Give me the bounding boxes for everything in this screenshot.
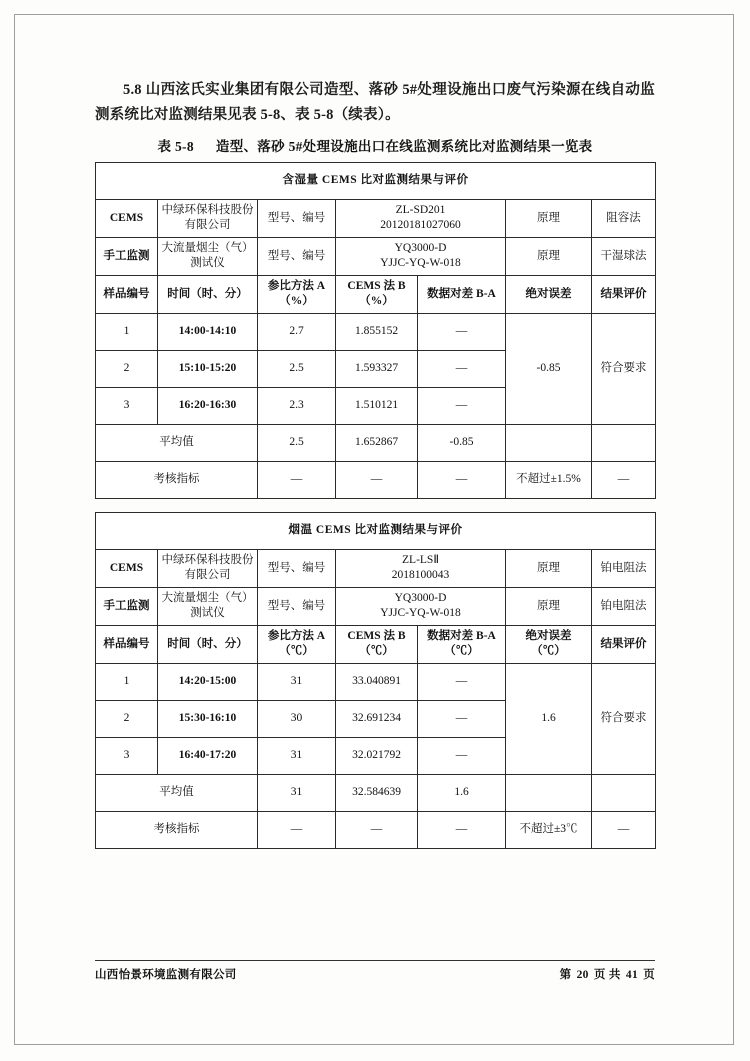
col-time: 时间（时、分）: [158, 625, 258, 663]
cems-principle-label: 原理: [506, 549, 592, 587]
col-method-a-line2: （℃）: [279, 645, 314, 658]
sample-id: 1: [96, 313, 158, 350]
manual-principle-label: 原理: [506, 237, 592, 275]
index-limit: 不超过±1.5%: [506, 461, 592, 498]
manual-label: 手工监测: [96, 237, 158, 275]
col-method-a-line1: 参比方法 A: [267, 279, 326, 292]
average-abs-error-blank: [506, 424, 592, 461]
col-time: 时间（时、分）: [158, 275, 258, 313]
value-method-a: 30: [258, 700, 336, 737]
cems-model-label: 型号、编号: [258, 199, 336, 237]
col-difference-line1: 数据对差 B-A: [427, 629, 496, 642]
cems-principle-label: 原理: [506, 199, 592, 237]
index-row: [96, 811, 656, 848]
average-label: 平均值: [96, 774, 258, 811]
table-header-row: [96, 275, 656, 313]
value-difference: —: [418, 737, 506, 774]
table-title-text: 造型、落砂 5#处理设施出口在线监测系统比对监测结果一览表: [215, 138, 593, 154]
col-difference: 数据对差 B-A: [418, 275, 506, 313]
abs-error-value: -0.85: [506, 313, 592, 424]
value-method-a: 2.5: [258, 350, 336, 387]
col-method-b-line1: CEMS 法 B: [347, 279, 406, 292]
value-difference: —: [418, 350, 506, 387]
average-label: 平均值: [96, 424, 258, 461]
cems-model-value: [336, 549, 506, 587]
table-row: [96, 663, 656, 700]
table-gap: [95, 499, 655, 512]
sample-time: 15:30-16:10: [158, 700, 258, 737]
index-evaluation: —: [592, 461, 656, 498]
sample-id: 3: [96, 387, 158, 424]
page-total: 41: [625, 969, 638, 981]
col-method-a: [258, 275, 336, 313]
page-prefix: 第: [559, 969, 572, 981]
cems-serial: 20120181027060: [380, 219, 461, 232]
table-header-row: [96, 625, 656, 663]
cems-principle-value: 铂电阻法: [592, 549, 656, 587]
col-method-a-line2: （%）: [279, 295, 314, 308]
manual-device: 大流量烟尘（气）测试仪: [158, 237, 258, 275]
moisture-results-table: [95, 162, 656, 499]
average-evaluation-blank: [592, 424, 656, 461]
average-evaluation-blank: [592, 774, 656, 811]
col-method-b-line2: （℃）: [359, 645, 394, 658]
average-method-b: 32.584639: [336, 774, 418, 811]
col-method-b: [336, 625, 418, 663]
col-sample-id: 样品编号: [96, 625, 158, 663]
col-abs-error-line1: 绝对误差: [525, 629, 572, 642]
col-evaluation: 结果评价: [592, 625, 656, 663]
average-abs-error-blank: [506, 774, 592, 811]
col-difference: [418, 625, 506, 663]
intro-paragraph: 5.8 山西泫氏实业集团有限公司造型、落砂 5#处理设施出口废气污染源在线自动监测系统比对监测结果见表 5-8、表 5-8（续表）。: [95, 82, 655, 124]
section-heading-row: [96, 512, 656, 549]
temperature-results-table: [95, 512, 656, 849]
manual-principle-label: 原理: [506, 587, 592, 625]
manual-serial: YJJC-YQ-W-018: [380, 607, 461, 620]
evaluation-value: 符合要求: [592, 313, 656, 424]
sample-time: 14:20-15:00: [158, 663, 258, 700]
average-method-a: 2.5: [258, 424, 336, 461]
col-evaluation: 结果评价: [592, 275, 656, 313]
abs-error-value: 1.6: [506, 663, 592, 774]
manual-model-value: [336, 587, 506, 625]
value-difference: —: [418, 313, 506, 350]
cems-label: CEMS: [96, 199, 158, 237]
cems-label: CEMS: [96, 549, 158, 587]
value-method-b: 1.855152: [336, 313, 418, 350]
average-method-a: 31: [258, 774, 336, 811]
index-limit: 不超过±3℃: [506, 811, 592, 848]
col-method-b: [336, 275, 418, 313]
index-difference: —: [418, 811, 506, 848]
value-difference: —: [418, 663, 506, 700]
average-row: [96, 424, 656, 461]
value-method-b: 32.691234: [336, 700, 418, 737]
col-sample-id: 样品编号: [96, 275, 158, 313]
sample-id: 2: [96, 700, 158, 737]
sample-time: 15:10-15:20: [158, 350, 258, 387]
sample-id: 1: [96, 663, 158, 700]
manual-model-label: 型号、编号: [258, 587, 336, 625]
value-method-a: 2.7: [258, 313, 336, 350]
section-heading-row: [96, 162, 656, 199]
sample-time: 16:40-17:20: [158, 737, 258, 774]
col-abs-error-line2: （℃）: [531, 645, 566, 658]
col-method-b-line2: （%）: [359, 295, 394, 308]
manual-model-label: 型号、编号: [258, 237, 336, 275]
index-row: [96, 461, 656, 498]
manual-model: YQ3000-D: [394, 241, 447, 254]
cems-serial: 2018100043: [391, 569, 450, 582]
manual-device: 大流量烟尘（气）测试仪: [158, 587, 258, 625]
sample-time: 16:20-16:30: [158, 387, 258, 424]
value-method-a: 31: [258, 663, 336, 700]
cems-model-label: 型号、编号: [258, 549, 336, 587]
page-footer: [95, 960, 655, 982]
cems-maker: 中绿环保科技股份有限公司: [158, 199, 258, 237]
value-difference: —: [418, 700, 506, 737]
cems-principle-value: 阻容法: [592, 199, 656, 237]
table-row: [96, 587, 656, 625]
index-difference: —: [418, 461, 506, 498]
evaluation-value: 符合要求: [592, 663, 656, 774]
cems-model: ZL-SD201: [395, 203, 446, 216]
page-content: [95, 78, 655, 849]
manual-serial: YJJC-YQ-W-018: [380, 257, 461, 270]
sample-id: 2: [96, 350, 158, 387]
page-number: 20: [576, 969, 589, 981]
table-title: [95, 135, 655, 155]
average-difference: 1.6: [418, 774, 506, 811]
col-abs-error: [506, 625, 592, 663]
value-method-a: 31: [258, 737, 336, 774]
section1-heading: 含湿量 CEMS 比对监测结果与评价: [96, 162, 656, 199]
table-row: [96, 199, 656, 237]
index-evaluation: —: [592, 811, 656, 848]
manual-label: 手工监测: [96, 587, 158, 625]
average-row: [96, 774, 656, 811]
index-label: 考核指标: [96, 811, 258, 848]
manual-model-value: [336, 237, 506, 275]
average-difference: -0.85: [418, 424, 506, 461]
index-method-a: —: [258, 461, 336, 498]
manual-principle-value: 干湿球法: [592, 237, 656, 275]
section2-heading: 烟温 CEMS 比对监测结果与评价: [96, 512, 656, 549]
page-mid: 页 共: [593, 969, 621, 981]
index-method-b: —: [336, 461, 418, 498]
table-number: 表 5-8: [157, 138, 194, 154]
sample-time: 14:00-14:10: [158, 313, 258, 350]
footer-page-info: [560, 966, 655, 982]
average-method-b: 1.652867: [336, 424, 418, 461]
manual-principle-value: 铂电阻法: [592, 587, 656, 625]
sample-id: 3: [96, 737, 158, 774]
cems-model: ZL-LSⅡ: [402, 553, 439, 566]
col-method-b-line1: CEMS 法 B: [347, 629, 406, 642]
index-method-a: —: [258, 811, 336, 848]
table-row: [96, 313, 656, 350]
index-label: 考核指标: [96, 461, 258, 498]
value-method-b: 1.510121: [336, 387, 418, 424]
col-difference-line2: （℃）: [444, 645, 479, 658]
cems-maker: 中绿环保科技股份有限公司: [158, 549, 258, 587]
footer-company: 山西怡景环境监测有限公司: [95, 969, 237, 981]
col-method-a: [258, 625, 336, 663]
col-abs-error: 绝对误差: [506, 275, 592, 313]
col-method-a-line1: 参比方法 A: [267, 629, 326, 642]
value-method-b: 33.040891: [336, 663, 418, 700]
value-difference: —: [418, 387, 506, 424]
value-method-b: 1.593327: [336, 350, 418, 387]
cems-model-value: [336, 199, 506, 237]
value-method-a: 2.3: [258, 387, 336, 424]
value-method-b: 32.021792: [336, 737, 418, 774]
index-method-b: —: [336, 811, 418, 848]
table-row: [96, 237, 656, 275]
manual-model: YQ3000-D: [394, 591, 447, 604]
table-row: [96, 549, 656, 587]
page-suffix: 页: [643, 969, 655, 981]
